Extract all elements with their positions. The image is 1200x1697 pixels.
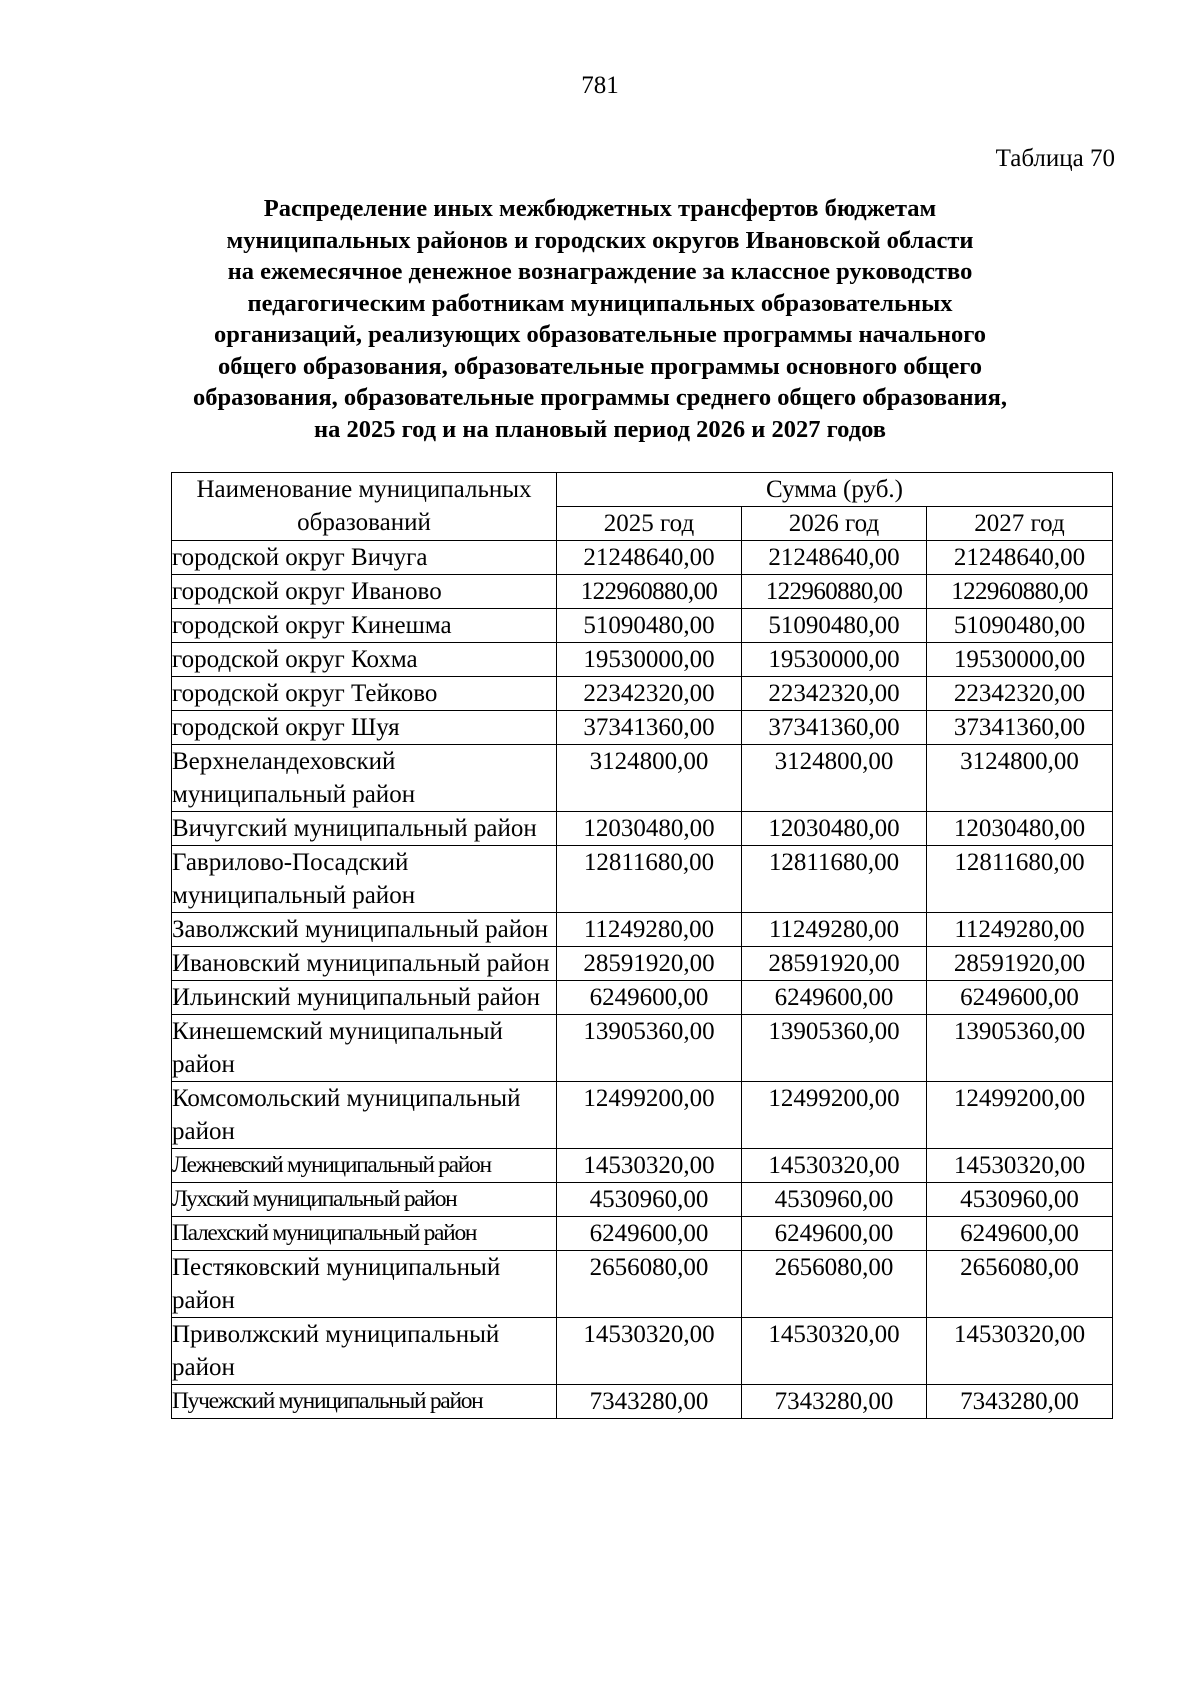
amount-cell: 12499200,00 [557,1082,742,1149]
amount-cell: 14530320,00 [927,1149,1113,1183]
table-row [172,1385,1113,1419]
amount-cell: 12811680,00 [927,846,1113,913]
header-year: 2027 год [927,507,1113,541]
municipality-name: Заволжский муниципальный район [172,913,557,947]
amount-cell: 51090480,00 [557,609,742,643]
amount-cell: 3124800,00 [927,745,1113,812]
page-number: 781 [581,72,619,99]
amount-cell: 4530960,00 [742,1183,927,1217]
municipality-name: Комсомольский муниципальный район [172,1082,557,1149]
title-line: муниципальных районов и городских округов Ивановской области [226,226,974,254]
amount-cell: 14530320,00 [742,1149,927,1183]
title-line: Распределение иных межбюджетных трансфертов бюджетам [263,195,937,222]
amount-cell: 6249600,00 [742,981,927,1015]
municipality-name: городской округ Вичуга [172,541,557,575]
table-row [172,981,1113,1015]
amount-cell: 21248640,00 [742,541,927,575]
amount-cell: 7343280,00 [557,1385,742,1419]
amount-cell: 2656080,00 [927,1251,1113,1318]
municipality-name: городской округ Кинешма [172,609,557,643]
table-row [172,745,1113,812]
amount-cell: 11249280,00 [742,913,927,947]
amount-cell: 14530320,00 [557,1318,742,1385]
amount-cell: 122960880,00 [927,575,1113,609]
amount-cell: 37341360,00 [557,711,742,745]
municipality-name: Лухский муниципальный район [172,1183,557,1217]
municipality-name: городской округ Тейково [172,677,557,711]
amount-cell: 6249600,00 [927,981,1113,1015]
amount-cell: 12030480,00 [557,812,742,846]
amount-cell: 21248640,00 [927,541,1113,575]
amount-cell: 28591920,00 [927,947,1113,981]
amount-cell: 14530320,00 [557,1149,742,1183]
amount-cell: 13905360,00 [927,1015,1113,1082]
header-sum: Сумма (руб.) [557,473,1113,507]
amount-cell: 12811680,00 [557,846,742,913]
amount-cell: 7343280,00 [927,1385,1113,1419]
title-line: педагогическим работникам муниципальных образовательных [247,289,953,317]
amount-cell: 12811680,00 [742,846,927,913]
table-row [172,913,1113,947]
document-title [150,193,1050,445]
table-row [172,1183,1113,1217]
municipality-name: Палехский муниципальный район [172,1217,557,1251]
table-row [172,1217,1113,1251]
amount-cell: 12499200,00 [927,1082,1113,1149]
title-line: организаций, реализующих образовательные программы начального [213,321,987,348]
amount-cell: 3124800,00 [742,745,927,812]
municipality-name: Ивановский муниципальный район [172,947,557,981]
amount-cell: 12030480,00 [927,812,1113,846]
title-line: на 2025 год и на плановый период 2026 и 2027 годов [313,415,886,443]
amount-cell: 12499200,00 [742,1082,927,1149]
amount-cell: 11249280,00 [557,913,742,947]
municipality-name: Лежневский муниципальный район [172,1149,557,1183]
transfers-table [171,472,1113,1419]
amount-cell: 13905360,00 [557,1015,742,1082]
municipality-name: городской округ Шуя [172,711,557,745]
amount-cell: 37341360,00 [742,711,927,745]
amount-cell: 12030480,00 [742,812,927,846]
header-year: 2026 год [742,507,927,541]
table-row [172,609,1113,643]
amount-cell: 6249600,00 [927,1217,1113,1251]
header-name: Наименование муниципальных образований [172,473,557,541]
amount-cell: 6249600,00 [557,1217,742,1251]
amount-cell: 14530320,00 [742,1318,927,1385]
table-row [172,1149,1113,1183]
table-row [172,947,1113,981]
table-row [172,677,1113,711]
title-line: общего образования, образовательные программы основного общего [217,352,983,380]
amount-cell: 4530960,00 [927,1183,1113,1217]
table-row [172,643,1113,677]
table-row [172,1082,1113,1149]
amount-cell: 122960880,00 [557,575,742,609]
amount-cell: 37341360,00 [927,711,1113,745]
table-row [172,1015,1113,1082]
municipality-name: Гаврилово-Посадский муниципальный район [172,846,557,913]
amount-cell: 14530320,00 [927,1318,1113,1385]
table-row [172,846,1113,913]
amount-cell: 19530000,00 [557,643,742,677]
amount-cell: 11249280,00 [927,913,1113,947]
amount-cell: 2656080,00 [742,1251,927,1318]
amount-cell: 22342320,00 [927,677,1113,711]
amount-cell: 7343280,00 [742,1385,927,1419]
title-line: образования, образовательные программы среднего общего образования, [192,384,1008,411]
title-line: на ежемесячное денежное вознаграждение за классное руководство [227,258,973,285]
amount-cell: 6249600,00 [742,1217,927,1251]
municipality-name: Ильинский муниципальный район [172,981,557,1015]
header-year: 2025 год [557,507,742,541]
amount-cell: 4530960,00 [557,1183,742,1217]
table-row [172,812,1113,846]
amount-cell: 19530000,00 [742,643,927,677]
amount-cell: 122960880,00 [742,575,927,609]
table-row [172,1251,1113,1318]
municipality-name: Верхнеландеховский муниципальный район [172,745,557,812]
municipality-name: Приволжский муниципальный район [172,1318,557,1385]
amount-cell: 28591920,00 [742,947,927,981]
amount-cell: 22342320,00 [742,677,927,711]
municipality-name: городской округ Кохма [172,643,557,677]
amount-cell: 13905360,00 [742,1015,927,1082]
amount-cell: 21248640,00 [557,541,742,575]
amount-cell: 3124800,00 [557,745,742,812]
table-body [172,541,1113,1419]
municipality-name: Кинешемский муниципальный район [172,1015,557,1082]
amount-cell: 51090480,00 [742,609,927,643]
municipality-name: Пучежский муниципальный район [172,1385,557,1419]
municipality-name: Вичугский муниципальный район [172,812,557,846]
municipality-name: Пестяковский муниципальный район [172,1251,557,1318]
amount-cell: 22342320,00 [557,677,742,711]
amount-cell: 51090480,00 [927,609,1113,643]
table-row [172,1318,1113,1385]
amount-cell: 19530000,00 [927,643,1113,677]
table-row [172,711,1113,745]
municipality-name: городской округ Иваново [172,575,557,609]
amount-cell: 2656080,00 [557,1251,742,1318]
amount-cell: 6249600,00 [557,981,742,1015]
table-label: Таблица 70 [995,145,1115,172]
amount-cell: 28591920,00 [557,947,742,981]
table-row [172,541,1113,575]
table-row [172,575,1113,609]
